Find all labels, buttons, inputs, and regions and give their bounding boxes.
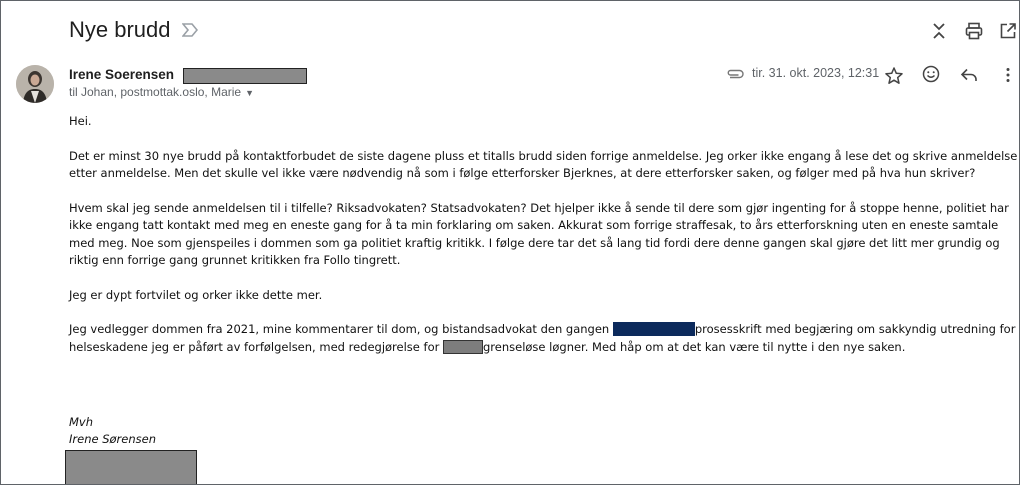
collapse-icon[interactable] <box>929 21 949 41</box>
email-date: tir. 31. okt. 2023, 12:31 <box>752 66 880 80</box>
recipients-text: til Johan, postmottak.oslo, Marie <box>69 85 242 99</box>
label-icon[interactable] <box>182 23 198 37</box>
star-icon[interactable] <box>884 66 904 86</box>
print-icon[interactable] <box>964 21 984 41</box>
paragraph-4-part-3: grenseløse løgner. Med håp om at det kan være til nytte i den nye saken. <box>483 339 906 354</box>
attachment-icon <box>726 69 744 79</box>
paragraph-4-part-1: Jeg vedlegger dommen fra 2021, mine kommentarer til dom, og bistandsadvokat den gangen <box>69 322 613 336</box>
signature-block <box>69 414 156 448</box>
recipients-dropdown[interactable] <box>69 85 254 99</box>
paragraph-2: Hvem skal jeg sende anmeldelsen til i tilfelle? Riksadvokaten? Statsadvokaten? Det hjelper ikke å sende til dere som gjør ingenting for å stoppe henne, politiet har ikke engang tatt kontakt med meg en eneste gang for å ta min forklaring om saken. Akkurat som forrige straffesak, to års etterforskning uten en eneste samtale med meg. Noe som gjenspeiles i dommen som ga politiet kraftig kritikk. I følge dere tar det så lang tid fordi dere denne gangen skal gjøre det litt mer grundig og riktig enn forrige gang grunnet kritikken fra Follo tingrett. <box>69 200 1009 267</box>
signature-name: Irene Sørensen <box>69 432 156 446</box>
paragraph-4 <box>69 321 1020 356</box>
date-area <box>726 66 879 80</box>
paragraph-1: Det er minst 30 nye brudd på kontaktforbudet de siste dagene pluss et titalls brudd siden forrige anmeldelse. Jeg orker ikke engang å lese det og skrive anmeldelse etter anmeldelse. Men det skulle vel ikke være nødvendig nå som i følge etterforsker Bjerknes, at dere etterforsker saken, og følger med på hva hun skriver? <box>69 148 1018 180</box>
sender-avatar[interactable] <box>16 65 54 103</box>
name-redaction <box>443 340 483 354</box>
sender-email-redaction <box>183 68 307 84</box>
caret-down-icon: ▼ <box>245 88 254 98</box>
paragraph-3: Jeg er dypt fortvilet og orker ikke dette mer. <box>69 287 323 302</box>
more-vert-icon[interactable] <box>998 65 1018 85</box>
email-subject: Nye brudd <box>69 17 171 42</box>
open-new-window-icon[interactable] <box>998 21 1018 41</box>
greeting: Hei. <box>69 114 92 128</box>
signoff: Mvh <box>69 415 94 429</box>
signature-redaction <box>65 450 197 485</box>
sender-name: Irene Soerensen <box>69 67 175 82</box>
emoji-icon[interactable] <box>921 64 941 84</box>
paragraph-4-part-2: prosesskrift med begjæring om sakkyndig utredning for helseskadene jeg er påført av forfølgelsen, med redegjørelse for <box>69 322 1016 354</box>
email-body <box>69 113 1020 373</box>
reply-icon[interactable] <box>959 65 979 85</box>
lawyer-name-redaction <box>613 322 695 336</box>
